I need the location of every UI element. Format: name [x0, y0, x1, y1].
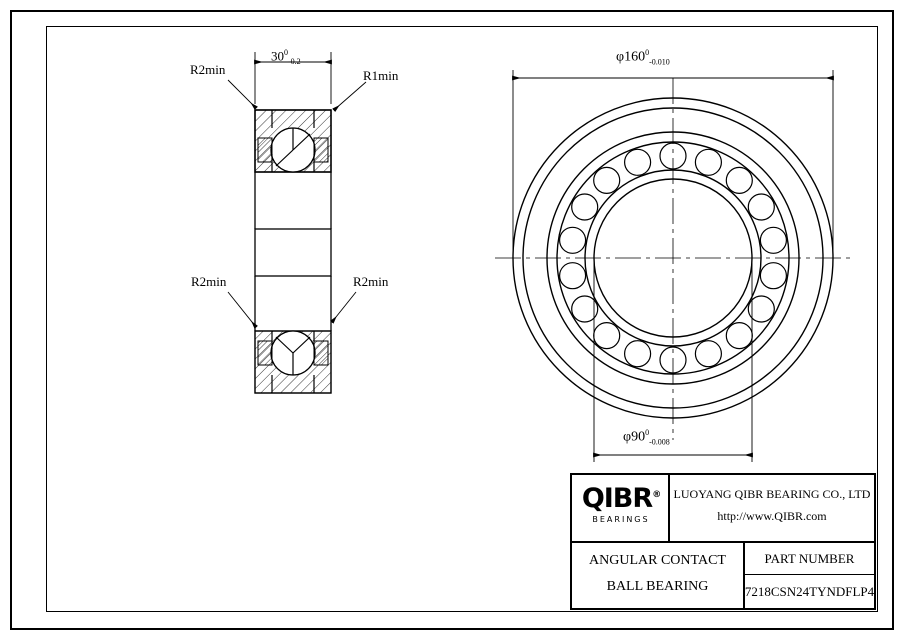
title-block-header-row — [572, 475, 874, 543]
company-logo — [572, 475, 670, 543]
company-website[interactable]: http://www.QIBR.com — [717, 509, 827, 523]
product-name-cell — [572, 543, 745, 608]
dimension-outer-diameter: $\varphi 160^0_{-0.010}$ — [616, 48, 670, 67]
part-number-value: 7218CSN24TYNDFLP4 — [744, 583, 875, 599]
registered-trademark-icon: ® — [652, 490, 661, 500]
label-chamfer-bottom-left: R2min — [191, 274, 227, 289]
phi-symbol-od: φ — [616, 49, 625, 65]
title-block — [570, 473, 876, 610]
product-name-line2: BALL BEARING — [606, 579, 709, 594]
dimension-bore-diameter: $\varphi 90^0_{-0.008}$ — [623, 428, 670, 447]
logo-text: QIBR — [581, 483, 653, 514]
label-chamfer-top-right: R1min — [363, 68, 399, 83]
width-tol-lower: -0.2 — [288, 56, 301, 66]
logo-subtitle: BEARINGS — [592, 515, 650, 524]
title-block-body-row — [572, 543, 874, 608]
od-tol-upper: 0 — [645, 48, 650, 57]
phi-symbol-bore: φ — [623, 429, 632, 445]
part-number-label: PART NUMBER — [745, 543, 874, 575]
company-info — [670, 475, 874, 543]
dimension-width: $30^0_{-0.2}$ — [271, 48, 301, 66]
bore-tol-upper: 0 — [645, 428, 650, 437]
company-name: LUOYANG QIBR BEARING CO., LTD — [673, 487, 871, 501]
label-chamfer-bottom-right: R2min — [353, 274, 389, 289]
product-name-line1: ANGULAR CONTACT — [589, 553, 726, 568]
width-tol-upper: 0 — [284, 48, 288, 57]
od-tol-lower: -0.010 — [649, 57, 670, 67]
label-chamfer-top-left: R2min — [190, 62, 226, 77]
bore-tol-lower: -0.008 — [649, 437, 670, 447]
part-number-cell — [745, 543, 874, 608]
